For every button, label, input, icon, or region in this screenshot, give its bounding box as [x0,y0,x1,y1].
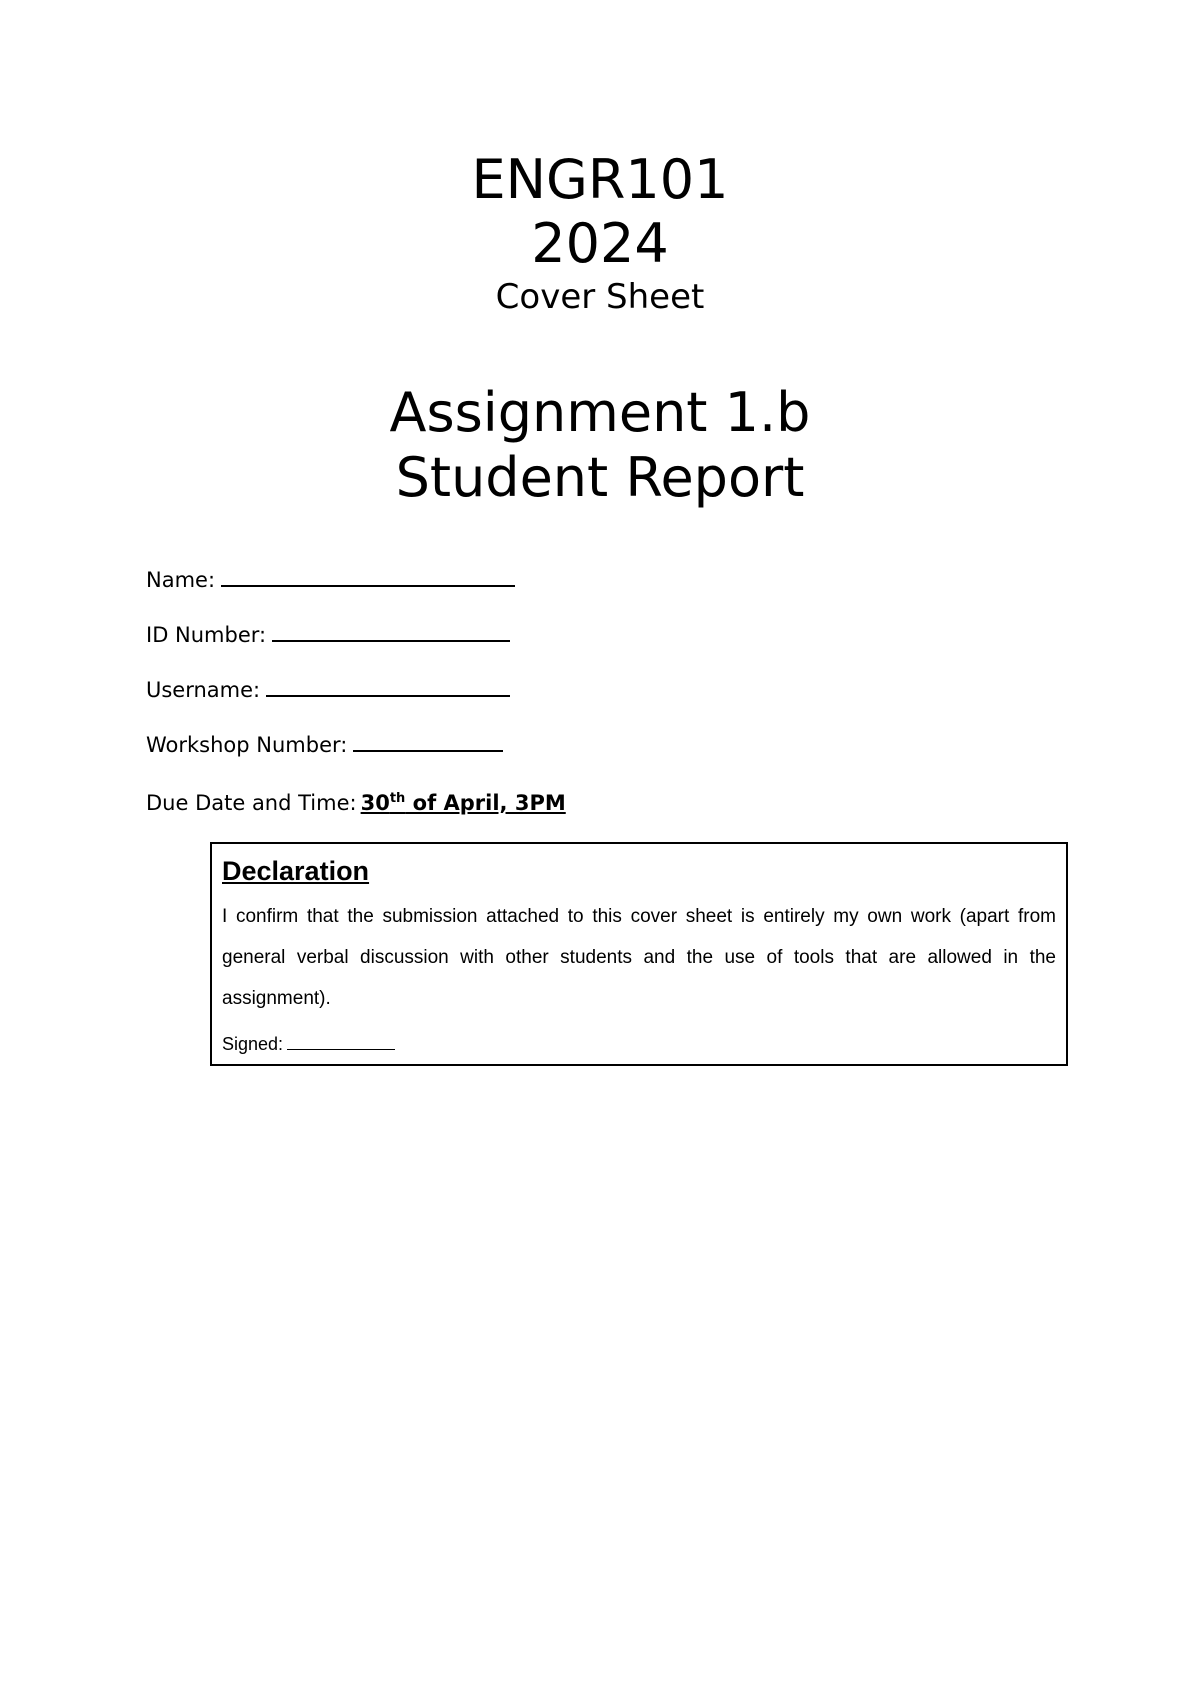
declaration-text: I confirm that the submission attached to this cover sheet is entirely my own work (apart from general verbal discussion with other students and the use of tools that are allowed in the assignment). [222,906,1056,1009]
due-date-label: Due Date and Time: [146,791,357,815]
declaration-box [210,842,1068,1066]
assignment-subtitle: Student Report [395,446,805,509]
workshop-number-field [146,730,503,759]
signed-label: Signed: [222,1034,284,1054]
name-blank[interactable] [221,565,515,587]
name-field [146,565,515,594]
workshop-number-blank[interactable] [353,730,503,752]
due-date-field [146,785,566,817]
id-number-label: ID Number: [146,623,267,647]
id-number-blank[interactable] [272,620,510,642]
assignment-title: Assignment 1.b [389,381,811,444]
username-field [146,675,510,704]
due-day: 30 [360,791,390,815]
signature-field [222,1031,1056,1057]
due-date-rest: of April, 3PM [405,791,566,815]
workshop-number-label: Workshop Number: [146,733,348,757]
id-number-field [146,620,510,649]
username-blank[interactable] [266,675,510,697]
username-label: Username: [146,678,261,702]
due-day-suffix: th [389,791,406,806]
declaration-heading: Declaration [222,856,370,886]
signature-blank[interactable] [287,1033,395,1050]
due-date-value [361,791,566,815]
course-code: ENGR101 [471,148,729,211]
name-label: Name: [146,568,216,592]
course-year: 2024 [531,212,669,275]
cover-sheet-label: Cover Sheet [495,277,705,317]
